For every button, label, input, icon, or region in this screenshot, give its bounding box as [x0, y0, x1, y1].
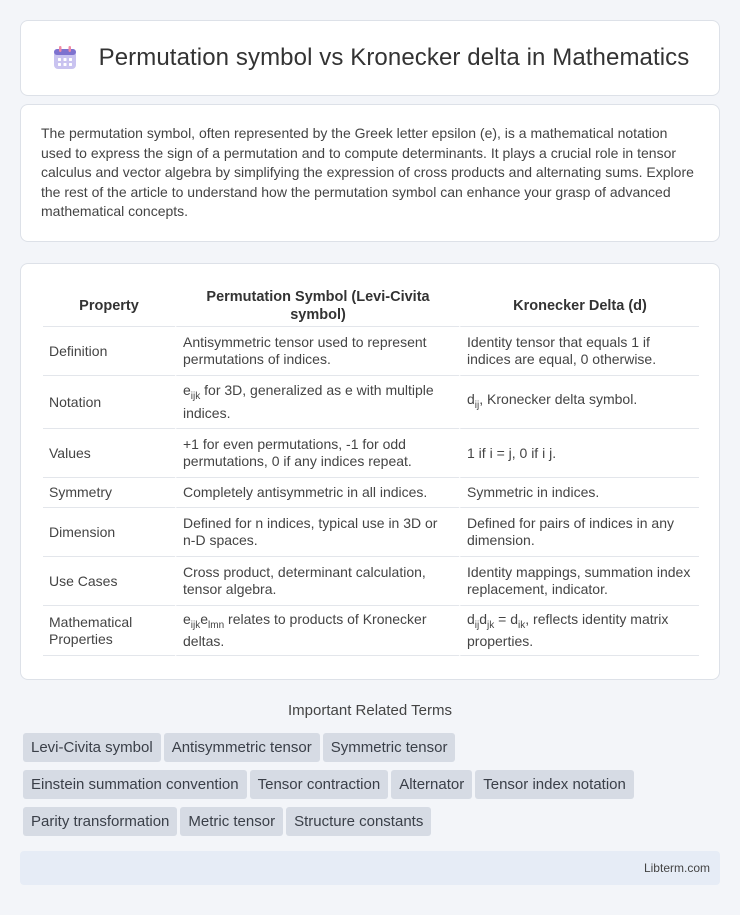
comparison-table — [43, 286, 699, 656]
table-row — [43, 326, 699, 375]
table-header-row — [43, 286, 699, 326]
cell-permutation: $e_{ijk}e_{lmn}$ relates to products of Kronecker deltas. — [175, 605, 459, 656]
footer — [20, 851, 720, 885]
cell-property: Use Cases — [43, 556, 175, 605]
related-tag[interactable]: Parity transformation — [23, 807, 177, 836]
cell-property: Mathematical Properties — [43, 605, 175, 656]
related-terms-title: Important Related Terms — [288, 702, 452, 719]
related-tag[interactable]: Alternator — [391, 770, 472, 799]
table-row — [43, 477, 699, 507]
header-permutation: Permutation Symbol (Levi-Civita symbol) — [175, 286, 459, 326]
cell-permutation: $e_{ijk}$ for 3D, generalized as e with multiple indices. — [175, 375, 459, 428]
footer-site-link[interactable]: Libterm.com — [643, 861, 710, 875]
cell-kronecker: 1 if i = j, 0 if i j. — [459, 428, 699, 477]
table-row — [43, 605, 699, 656]
related-tag[interactable]: Tensor index notation — [475, 770, 634, 799]
cell-property: Definition — [43, 326, 175, 375]
related-tag[interactable]: Levi-Civita symbol — [23, 733, 161, 762]
cell-permutation: Completely antisymmetric in all indices. — [175, 477, 459, 507]
related-tag[interactable]: Antisymmetric tensor — [164, 733, 320, 762]
related-terms-list — [23, 733, 713, 844]
related-tag[interactable]: Structure constants — [286, 807, 431, 836]
cell-permutation: +1 for even permutations, -1 for odd permutations, 0 if any indices repeat. — [175, 428, 459, 477]
table-row — [43, 507, 699, 556]
intro-text: The permutation symbol, often represented by the Greek letter epsilon (e), is a mathematical notation used to express the sign of a permutation and to compute determinants. It plays a crucial role in tensor calculus and vector algebra by simplifying the expression of cross products and alternating sums. Explore the rest of the article to understand how the permutation symbol can enhance your grasp of advanced mathematical concepts. — [41, 125, 694, 220]
header-property: Property — [79, 298, 139, 314]
comparison-table-card — [20, 263, 720, 680]
related-tag[interactable]: Metric tensor — [180, 807, 283, 836]
cell-kronecker: Identity tensor that equals 1 if indices are equal, 0 otherwise. — [459, 326, 699, 375]
cell-permutation: Cross product, determinant calculation, tensor algebra. — [175, 556, 459, 605]
table-row — [43, 556, 699, 605]
cell-kronecker: Identity mappings, summation index replacement, indicator. — [459, 556, 699, 605]
table-row — [43, 428, 699, 477]
calendar-icon — [51, 44, 79, 72]
cell-kronecker: Defined for pairs of indices in any dimension. — [459, 507, 699, 556]
cell-property: Dimension — [43, 507, 175, 556]
header-card — [20, 20, 720, 96]
related-tag[interactable]: Tensor contraction — [250, 770, 389, 799]
related-tag[interactable]: Symmetric tensor — [323, 733, 456, 762]
related-tag[interactable]: Einstein summation convention — [23, 770, 247, 799]
intro-card — [20, 104, 720, 242]
cell-property: Symmetry — [43, 477, 175, 507]
page-title: Permutation symbol vs Kronecker delta in Mathematics — [98, 44, 690, 71]
cell-kronecker: $d_{ij}$, Kronecker delta symbol. — [459, 375, 699, 428]
cell-property: Values — [43, 428, 175, 477]
cell-permutation: Antisymmetric tensor used to represent permutations of indices. — [175, 326, 459, 375]
cell-kronecker: $d_{ij}d_{jk} = d_{ik}$, reflects identity matrix properties. — [459, 605, 699, 656]
cell-permutation: Defined for n indices, typical use in 3D or n-D spaces. — [175, 507, 459, 556]
header-kronecker: Kronecker Delta (d) — [459, 286, 699, 326]
cell-kronecker: Symmetric in indices. — [459, 477, 699, 507]
table-row — [43, 375, 699, 428]
cell-property: Notation — [43, 375, 175, 428]
